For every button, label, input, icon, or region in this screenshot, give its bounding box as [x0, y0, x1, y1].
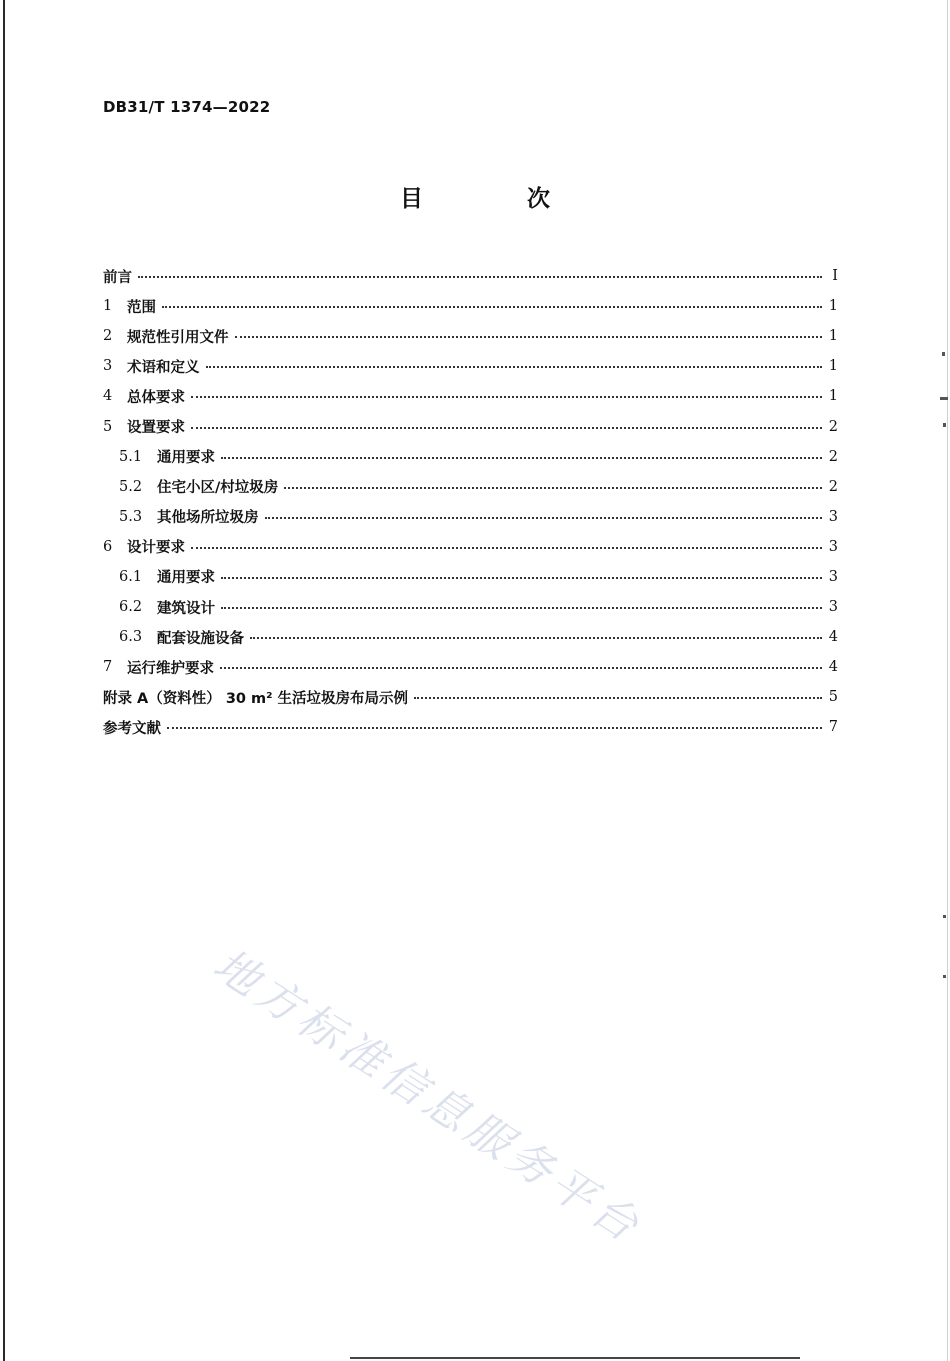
toc-dot-leader: [221, 577, 822, 579]
toc-title: 目 次: [399, 186, 598, 212]
toc-entry-page: 7: [828, 719, 838, 736]
toc-entry-title: 设计要求: [127, 540, 185, 557]
toc-entry[interactable]: [103, 442, 838, 472]
toc-entry-title: 通用要求: [157, 570, 215, 587]
toc-entry-number: 4: [103, 388, 113, 405]
scan-mark: [940, 397, 948, 400]
toc-entry-title: 建筑设计: [157, 600, 215, 617]
toc-entry-title: 设置要求: [127, 420, 185, 437]
toc-dot-leader: [235, 336, 823, 338]
toc-dot-leader: [220, 667, 822, 669]
toc-entry[interactable]: [103, 682, 838, 712]
page-bottom-rule: [350, 1357, 800, 1361]
toc-entry[interactable]: [103, 622, 838, 652]
watermark: 地方标准信息服务平台: [204, 939, 652, 1255]
toc-entry-page: 1: [828, 328, 838, 345]
toc-entry-title: 其他场所垃圾房: [157, 510, 259, 527]
toc-dot-leader: [221, 607, 822, 609]
toc-dot-leader: [167, 727, 822, 729]
toc-entry[interactable]: [103, 411, 838, 441]
toc-entry-title: 运行维护要求: [127, 660, 214, 677]
toc-entry-title: 住宅小区/村垃圾房: [157, 480, 279, 497]
toc-entry-title: 通用要求: [157, 450, 215, 467]
toc-entry-number: 5.3: [119, 508, 143, 525]
toc-entry-number: 1: [103, 298, 113, 315]
toc-dot-leader: [138, 276, 822, 278]
toc-dot-leader: [191, 396, 822, 398]
toc-entry-number: 5: [103, 418, 113, 435]
toc-dot-leader: [284, 487, 822, 489]
toc-entry[interactable]: [103, 351, 838, 381]
scan-mark: [943, 423, 946, 427]
toc-entry-page: I: [832, 268, 838, 285]
toc-entry-page: 1: [828, 388, 838, 405]
table-of-contents: [103, 261, 838, 743]
toc-dot-leader: [206, 366, 823, 368]
scan-mark: [943, 915, 946, 918]
toc-entry-number: 6.2: [119, 599, 143, 616]
toc-entry-title: 配套设施设备: [157, 630, 244, 647]
toc-entry-number: 6.3: [119, 629, 143, 646]
toc-entry-number: 5.1: [119, 448, 143, 465]
toc-dot-leader: [250, 637, 822, 639]
toc-entry-page: 3: [828, 599, 838, 616]
toc-entry[interactable]: [103, 321, 838, 351]
toc-entry-page: 3: [828, 538, 838, 555]
toc-entry-title: 总体要求: [127, 389, 185, 406]
toc-entry[interactable]: [103, 652, 838, 682]
toc-entry-page: 3: [828, 508, 838, 525]
toc-entry-number: 6.1: [119, 568, 143, 585]
toc-entry[interactable]: [103, 592, 838, 622]
toc-entry[interactable]: [103, 562, 838, 592]
toc-entry-page: 4: [828, 629, 838, 646]
scan-mark: [942, 352, 945, 356]
toc-entry-number: 2: [103, 328, 113, 345]
document-code: DB31/T 1374—2022: [103, 98, 271, 116]
toc-entry[interactable]: [103, 502, 838, 532]
toc-entry[interactable]: [103, 381, 838, 411]
toc-dot-leader: [162, 306, 822, 308]
toc-entry-title: 前言: [103, 269, 132, 286]
toc-entry-number: 5.2: [119, 478, 143, 495]
toc-entry-page: 3: [828, 568, 838, 585]
toc-entry-page: 4: [828, 659, 838, 676]
toc-dot-leader: [191, 427, 822, 429]
toc-entry-title: 附录 A（资料性） 30 m² 生活垃圾房布局示例: [103, 690, 409, 707]
scan-mark: [943, 975, 946, 978]
toc-entry[interactable]: [103, 532, 838, 562]
toc-entry-page: 1: [828, 358, 838, 375]
toc-entry-page: 1: [828, 298, 838, 315]
toc-entry-title: 规范性引用文件: [127, 329, 229, 346]
toc-entry-number: 7: [103, 659, 113, 676]
toc-dot-leader: [221, 457, 822, 459]
toc-entry-page: 2: [828, 478, 838, 495]
toc-entry-title: 参考文献: [103, 720, 161, 737]
toc-entry[interactable]: [103, 472, 838, 502]
toc-entry-title: 术语和定义: [127, 359, 200, 376]
toc-entry-title: 范围: [127, 299, 156, 316]
toc-entry-number: 3: [103, 358, 113, 375]
toc-dot-leader: [414, 697, 822, 699]
toc-entry-number: 6: [103, 538, 113, 555]
toc-entry[interactable]: [103, 291, 838, 321]
toc-dot-leader: [265, 517, 823, 519]
toc-entry-page: 2: [828, 448, 838, 465]
toc-entry[interactable]: [103, 261, 838, 291]
toc-entry[interactable]: [103, 712, 838, 742]
toc-dot-leader: [191, 547, 822, 549]
toc-entry-page: 2: [828, 418, 838, 435]
toc-entry-page: 5: [828, 689, 838, 706]
